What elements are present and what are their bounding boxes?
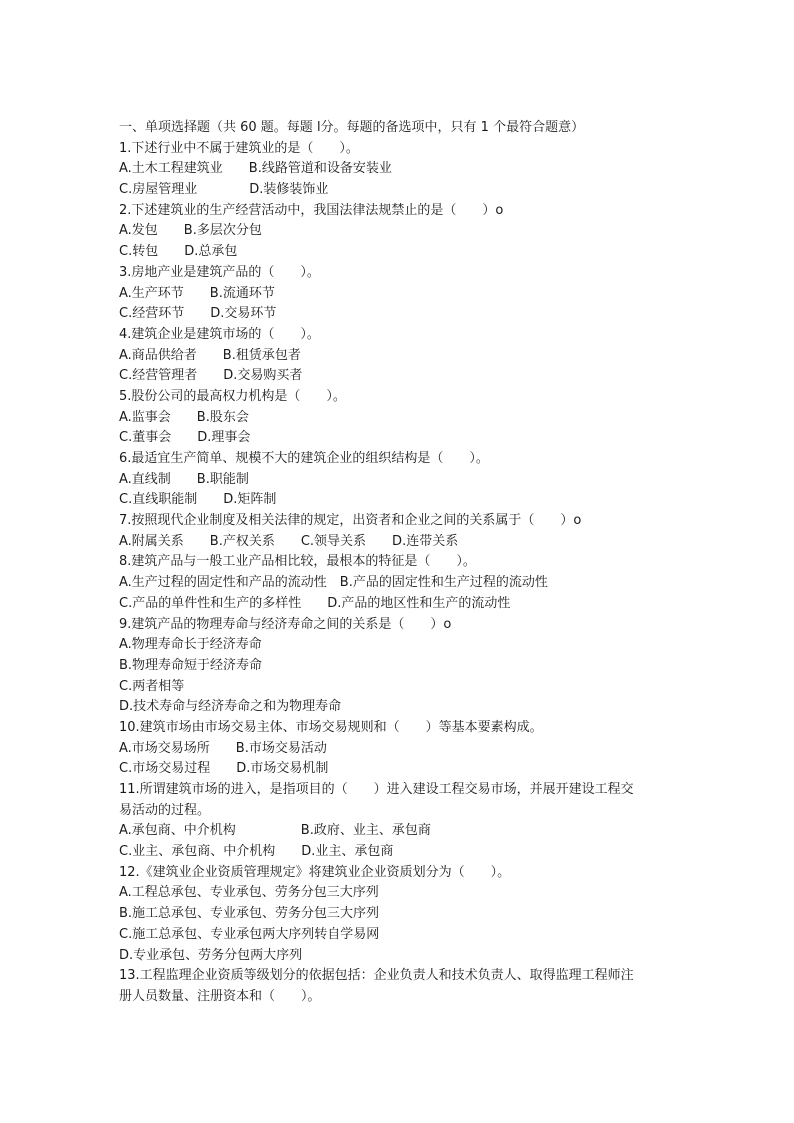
question-stem-continued: 易活动的过程。	[119, 802, 211, 818]
option-line: B.施工总承包、专业承包、劳务分包三大序列	[119, 906, 380, 922]
question-stem: 10.建筑市场由市场交易主体、市场交易规则和（ ）等基本要素构成。	[119, 719, 543, 735]
option-line: A.直线制 B.职能制	[119, 471, 249, 487]
option-line: A.工程总承包、专业承包、劳务分包三大序列	[119, 885, 379, 901]
option-line: C.市场交易过程 D.市场交易机制	[119, 761, 329, 777]
option-line: A.土木工程建筑业 B.线路管道和设备安装业	[119, 161, 392, 177]
question-stem: 3.房地产业是建筑产品的（ ）。	[119, 264, 320, 280]
option-line: A.生产环节 B.流通环节	[119, 285, 275, 301]
question-10	[119, 718, 734, 780]
section-heading: 一、单项选择题（共 60 题。每题 l分。每题的备选项中，只有 1 个最符合题意）	[119, 120, 585, 135]
option-line: C.产品的单件性和生产的多样性 D.产品的地区性和生产的流动性	[119, 595, 511, 611]
question-stem: 12.《建筑业企业资质管理规定》将建筑业企业资质划分为（ ）。	[119, 864, 511, 880]
question-13	[119, 966, 734, 1007]
question-6	[119, 449, 734, 511]
question-stem-continued: 册人员数量、注册资本和（ ）。	[119, 988, 321, 1004]
option-line: C.直线职能制 D.矩阵制	[119, 492, 277, 508]
option-line: A.商品供给者 B.租赁承包者	[119, 347, 301, 363]
question-5	[119, 387, 734, 449]
question-2	[119, 201, 734, 263]
option-line: A.附属关系 B.产权关系 C.领导关系 D.连带关系	[119, 533, 459, 549]
question-stem: 6.最适宜生产简单、规模不大的建筑企业的组织结构是（ ）。	[119, 451, 489, 466]
option-line: C.两者相等	[119, 678, 185, 694]
question-11	[119, 780, 734, 863]
option-line: A.物理寿命长于经济寿命	[119, 637, 262, 653]
question-8	[119, 552, 734, 614]
question-stem: 9.建筑产品的物理寿命与经济寿命之间的关系是（ ）o	[119, 616, 452, 632]
question-12	[119, 863, 734, 966]
question-stem: 5.股份公司的最高权力机构是（ ）。	[119, 388, 346, 404]
option-line: C.转包 D.总承包	[119, 244, 238, 260]
option-line: C.房屋管理业 D.装修装饰业	[119, 182, 329, 198]
question-stem: 7.按照现代企业制度及相关法律的规定，出资者和企业之间的关系属于（ ）o	[119, 513, 582, 529]
question-9	[119, 615, 734, 718]
option-line: C.施工总承包、专业承包两大序列转自学易网	[119, 926, 380, 942]
option-line: A.发包 B.多层次分包	[119, 223, 262, 239]
question-stem: 13.工程监理企业资质等级划分的依据包括：企业负责人和技术负责人、取得监理工程师注	[119, 968, 634, 984]
question-stem: 8.建筑产品与一般工业产品相比较，最根本的特征是（ ）。	[119, 554, 476, 570]
question-stem: 2.下述建筑业的生产经营活动中，我国法律法规禁止的是（ ）o	[119, 202, 504, 218]
option-line: A.生产过程的固定性和产品的流动性 B.产品的固定性和生产过程的流动性	[119, 575, 548, 591]
option-line: B.物理寿命短于经济寿命	[119, 657, 263, 673]
option-line: C.经营管理者 D.交易购买者	[119, 368, 303, 384]
question-stem: 1.下述行业中不属于建筑业的是（ ）。	[119, 140, 359, 156]
option-line: C.业主、承包商、中介机构 D.业主、承包商	[119, 844, 394, 860]
question-7	[119, 511, 734, 552]
question-stem: 11.所谓建筑市场的进入，是指项目的（ ）进入建设工程交易市场，并展开建设工程交	[119, 782, 634, 797]
option-line: D.技术寿命与经济寿命之和为物理寿命	[119, 699, 342, 715]
option-line: A.承包商、中介机构 B.政府、业主、承包商	[119, 823, 431, 839]
option-line: A.市场交易场所 B.市场交易活动	[119, 740, 327, 756]
option-line: A.监事会 B.股东会	[119, 409, 249, 425]
option-line: C.董事会 D.理事会	[119, 430, 251, 446]
question-3	[119, 263, 734, 325]
question-4	[119, 325, 734, 387]
option-line: D.专业承包、劳务分包两大序列	[119, 947, 303, 963]
option-line: C.经营环节 D.交易环节	[119, 306, 277, 322]
question-stem: 4.建筑企业是建筑市场的（ ）。	[119, 326, 320, 342]
question-1	[119, 139, 734, 201]
